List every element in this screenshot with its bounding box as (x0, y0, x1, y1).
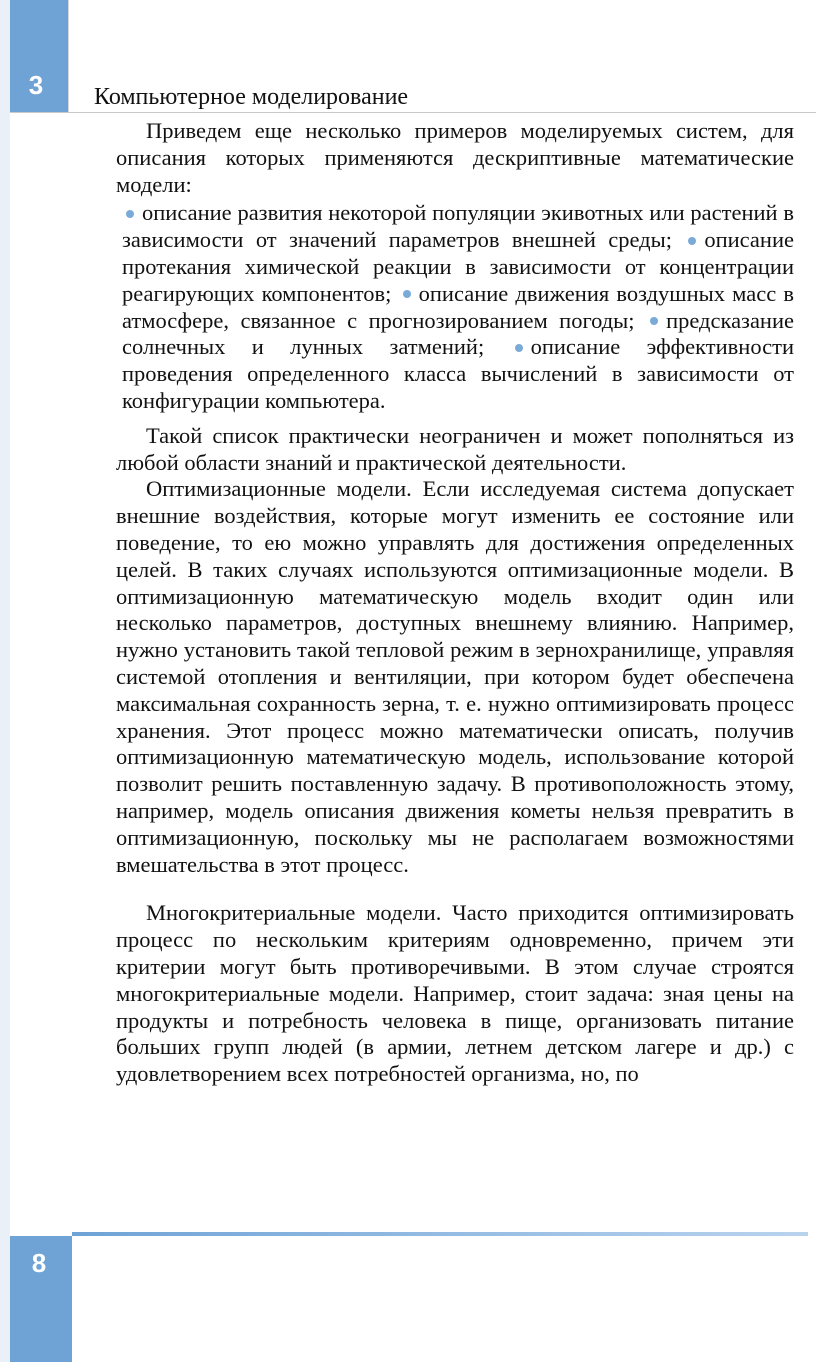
list-item: описание протекания химической реакции в зависимости от концентрации реагирующих компонентов; (122, 227, 794, 306)
bullet-icon (688, 237, 696, 245)
chapter-number: 3 (28, 70, 44, 100)
multicriteria-paragraph: Многокритериальные модели. Часто приходится оптимизировать процесс по нескольким критериям одновременно, причем эти критерии могут быть противоречивыми. В этом случае строятся многокритериальные модели. Например, стоит задача: зная цены на продукты и потребность человека в пище, организовать питание больших групп людей (в армии, летнем детском лагере и др.) с удовлетворением всех потребностей организма, но, по (116, 900, 794, 1087)
bullet-icon (126, 210, 134, 218)
list-item: описание развития некоторой популяции экивотных или растений в зависимости от значений параметров внешней среды; (122, 200, 794, 253)
list-note-paragraph: Такой список практически неограничен и может пополняться из любой области знаний и практической деятельности. (116, 422, 794, 475)
header-divider (10, 112, 816, 113)
bullet-icon (515, 344, 523, 352)
footer-divider (72, 1232, 808, 1236)
bullet-icon (650, 317, 658, 325)
list-item: описание движения воздушных масс в атмосфере, связанное с прогнозированием погоды; (122, 280, 795, 333)
side-strip (0, 0, 70, 1362)
intro-paragraph: Приведем еще несколько примеров моделируемых систем, для описания которых применяются дескриптивные математические модели: (116, 118, 794, 197)
section-title: Компьютерное моделирование (94, 84, 409, 110)
bullet-icon (403, 290, 411, 298)
optimization-paragraph: Оптимизационные модели. Если исследуемая система допускает внешние воздействия, которые могут изменить ее состояние или поведение, то ею можно управлять для достижения определенных целей. В таких случаях используются оптимизационные модели. В оптимизационную математическую модель входит один или несколько параметров, доступных внешнему влиянию. Например, нужно установить такой тепловой режим в зернохранилище, управляя системой отопления и вентиляции, при котором будет обеспечена максимальная сохранность зерна, т. е. нужно оптимизировать процесс хранения. Этот процесс можно математически описать, получив оптимизационную математическую модель, использование которой позволит решить поставленную задачу. В противоположность этому, например, модель описания движения кометы нельзя превратить в оптимизационную, поскольку мы не располагаем возможностями вмешательства в этот процесс. (116, 476, 794, 877)
page-body (116, 118, 794, 1088)
list-item: описание эффективности проведения определенного класса вычислений в зависимости от конфигурации компьютера. (122, 334, 795, 413)
examples-list (122, 200, 794, 414)
header-divider-vertical (68, 0, 69, 112)
page-number: 8 (31, 1248, 47, 1278)
list-item: предсказание солнечных и лунных затмений; (122, 307, 794, 360)
